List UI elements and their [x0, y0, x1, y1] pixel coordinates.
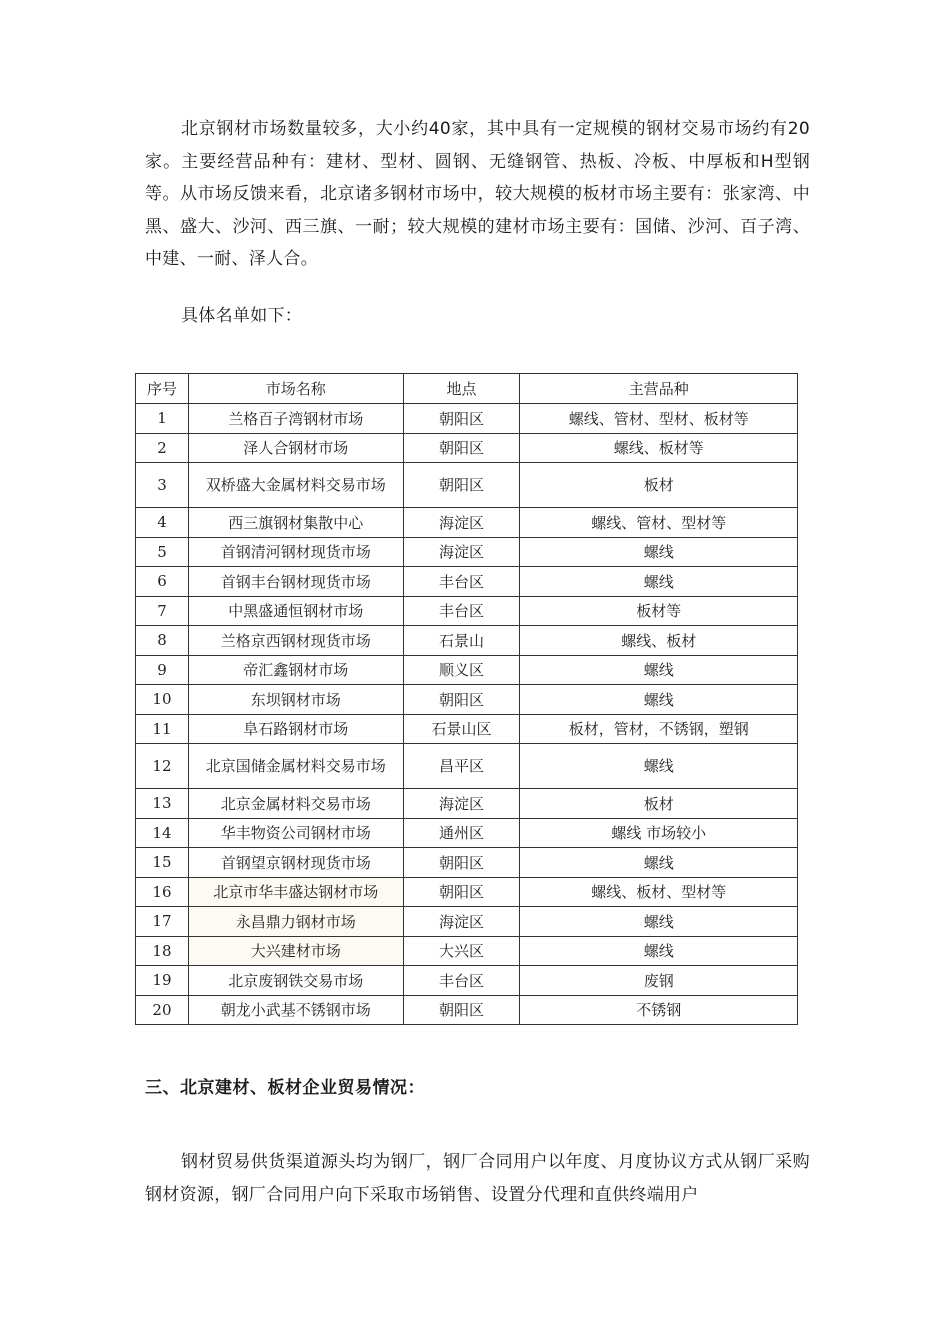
intro-paragraph: 北京钢材市场数量较多，大小约40家，其中具有一定规模的钢材交易市场约有20家。主要经营品种有：建材、型材、圆钢、无缝钢管、热板、冷板、中厚板和H型钢等。从市场反馈来看，北京诸多钢材市场中，较大规模的板材市场主要有：张家湾、中黑、盛大、沙河、西三旗、一耐；较大规模的建材市场主要有：国储、沙河、百子湾、中建、一耐、泽人合。	[145, 119, 810, 269]
row-products: 板材	[520, 789, 798, 819]
row-location: 朝阳区	[403, 404, 520, 434]
row-market-name: 东坝钢材市场	[188, 685, 403, 715]
table-row	[136, 567, 798, 597]
row-location: 朝阳区	[403, 463, 520, 508]
table-row	[136, 907, 798, 937]
table-row	[136, 596, 798, 626]
row-location: 丰台区	[403, 567, 520, 597]
row-location: 海淀区	[403, 789, 520, 819]
row-market-name: 北京市华丰盛达钢材市场	[188, 877, 403, 907]
table-row	[136, 818, 798, 848]
row-market-name: 兰格京西钢材现货市场	[188, 626, 403, 656]
row-location: 朝阳区	[403, 995, 520, 1025]
table-row	[136, 404, 798, 434]
row-products: 螺线、管材、型材、板材等	[520, 404, 798, 434]
table-header-row	[136, 374, 798, 404]
row-market-name: 北京废钢铁交易市场	[188, 966, 403, 996]
table-row	[136, 626, 798, 656]
table-row	[136, 966, 798, 996]
table-row	[136, 714, 798, 744]
row-market-name: 北京国储金属材料交易市场	[188, 744, 403, 789]
row-number: 20	[136, 995, 189, 1025]
row-number: 12	[136, 744, 189, 789]
row-location: 石景山	[403, 626, 520, 656]
table-row	[136, 537, 798, 567]
row-products: 螺线	[520, 744, 798, 789]
row-products: 螺线	[520, 848, 798, 878]
row-location: 丰台区	[403, 966, 520, 996]
row-location: 大兴区	[403, 936, 520, 966]
row-market-name: 兰格百子湾钢材市场	[188, 404, 403, 434]
row-location: 海淀区	[403, 907, 520, 937]
table-row	[136, 685, 798, 715]
row-market-name: 西三旗钢材集散中心	[188, 508, 403, 538]
trade-paragraph: 钢材贸易供货渠道源头均为钢厂，钢厂合同用户以年度、月度协议方式从钢厂采购钢材资源，钢厂合同用户向下采取市场销售、设置分代理和直供终端用户	[145, 1152, 810, 1205]
row-location: 朝阳区	[403, 433, 520, 463]
list-intro-paragraph: 具体名单如下：	[181, 306, 303, 326]
row-products: 板材等	[520, 596, 798, 626]
row-number: 6	[136, 567, 189, 597]
header-location: 地点	[403, 374, 520, 404]
row-products: 螺线、管材、型材等	[520, 508, 798, 538]
row-number: 4	[136, 508, 189, 538]
row-products: 废钢	[520, 966, 798, 996]
row-market-name: 中黑盛通恒钢材市场	[188, 596, 403, 626]
table-row	[136, 995, 798, 1025]
row-number: 14	[136, 818, 189, 848]
table-row	[136, 433, 798, 463]
row-number: 9	[136, 655, 189, 685]
row-products: 板材	[520, 463, 798, 508]
header-products: 主营品种	[520, 374, 798, 404]
table-row	[136, 877, 798, 907]
row-location: 通州区	[403, 818, 520, 848]
row-number: 18	[136, 936, 189, 966]
row-market-name: 首钢丰台钢材现货市场	[188, 567, 403, 597]
row-products: 螺线	[520, 936, 798, 966]
row-products: 螺线、板材、型材等	[520, 877, 798, 907]
steel-market-table	[135, 373, 798, 1025]
row-number: 1	[136, 404, 189, 434]
table-row	[136, 463, 798, 508]
table-row	[136, 744, 798, 789]
row-location: 丰台区	[403, 596, 520, 626]
row-products: 螺线	[520, 537, 798, 567]
row-market-name: 朝龙小武基不锈钢市场	[188, 995, 403, 1025]
row-market-name: 帝汇鑫钢材市场	[188, 655, 403, 685]
row-number: 3	[136, 463, 189, 508]
row-products: 不锈钢	[520, 995, 798, 1025]
row-products: 螺线	[520, 685, 798, 715]
row-products: 螺线	[520, 567, 798, 597]
row-number: 16	[136, 877, 189, 907]
table-row	[136, 508, 798, 538]
table-row	[136, 655, 798, 685]
row-products: 螺线、板材等	[520, 433, 798, 463]
row-number: 17	[136, 907, 189, 937]
row-number: 19	[136, 966, 189, 996]
row-market-name: 首钢清河钢材现货市场	[188, 537, 403, 567]
row-market-name: 华丰物资公司钢材市场	[188, 818, 403, 848]
row-market-name: 阜石路钢材市场	[188, 714, 403, 744]
header-market-name: 市场名称	[188, 374, 403, 404]
row-number: 5	[136, 537, 189, 567]
row-location: 顺义区	[403, 655, 520, 685]
row-market-name: 大兴建材市场	[188, 936, 403, 966]
row-number: 15	[136, 848, 189, 878]
row-products: 板材，管材，不锈钢，塑钢	[520, 714, 798, 744]
table-row	[136, 848, 798, 878]
row-market-name: 泽人合钢材市场	[188, 433, 403, 463]
row-number: 10	[136, 685, 189, 715]
row-location: 海淀区	[403, 508, 520, 538]
row-products: 螺线 市场较小	[520, 818, 798, 848]
row-market-name: 双桥盛大金属材料交易市场	[188, 463, 403, 508]
row-products: 螺线	[520, 655, 798, 685]
row-location: 海淀区	[403, 537, 520, 567]
row-location: 朝阳区	[403, 877, 520, 907]
row-market-name: 北京金属材料交易市场	[188, 789, 403, 819]
row-location: 石景山区	[403, 714, 520, 744]
row-number: 13	[136, 789, 189, 819]
row-number: 2	[136, 433, 189, 463]
header-number: 序号	[136, 374, 189, 404]
row-number: 8	[136, 626, 189, 656]
row-location: 昌平区	[403, 744, 520, 789]
row-location: 朝阳区	[403, 685, 520, 715]
table-row	[136, 936, 798, 966]
row-market-name: 首钢望京钢材现货市场	[188, 848, 403, 878]
row-market-name: 永昌鼎力钢材市场	[188, 907, 403, 937]
table-row	[136, 789, 798, 819]
row-number: 7	[136, 596, 189, 626]
row-location: 朝阳区	[403, 848, 520, 878]
row-products: 螺线	[520, 907, 798, 937]
row-number: 11	[136, 714, 189, 744]
section-heading: 三、北京建材、板材企业贸易情况：	[145, 1078, 425, 1098]
row-products: 螺线、板材	[520, 626, 798, 656]
